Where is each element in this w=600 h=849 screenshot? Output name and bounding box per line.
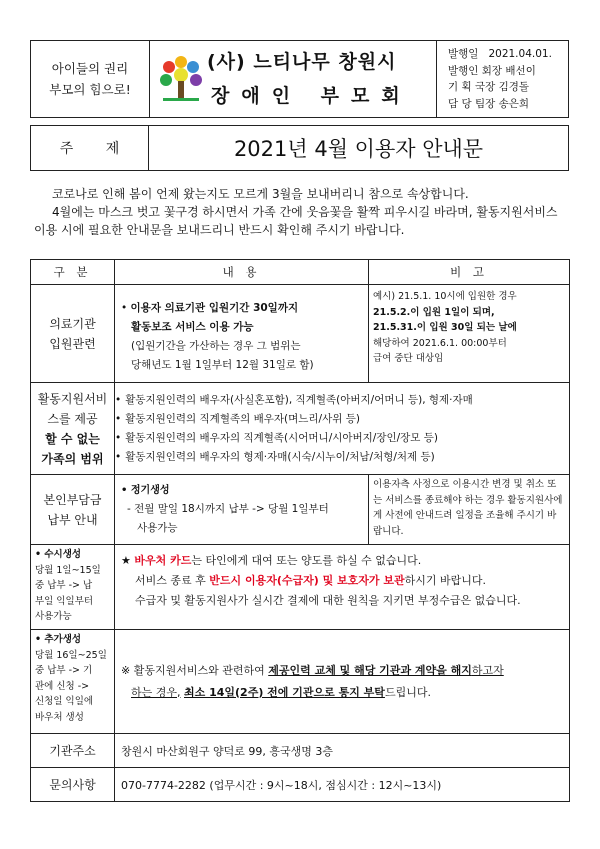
table-row [31, 768, 570, 802]
info-row: 담 당 팀장 송은희 [448, 97, 530, 110]
extra-content: ※ 활동지원서비스와 관련하여 제공인력 교체 및 해당 기관과 계약을 해지하고자 하는 경우, 최소 14일(2주) 전에 기관으로 통지 부탁드립니다. [115, 630, 570, 734]
row-heading-payment: 본인부담금 납부 안내 [31, 475, 115, 545]
list-item: • 활동지원인력의 배우자의 직계혈족(시어머니/시아버지/장인/장모 등) [115, 429, 569, 448]
extra-side: • 추가생성 당월 16일~25일 중 납부 -> 기 관에 신청 -> 신청일 익일에 바우처 생성 [31, 630, 115, 734]
header-box [30, 40, 569, 118]
slogan-line1: 아이들의 권리 [51, 61, 129, 76]
table-row [31, 285, 570, 383]
publication-info [436, 41, 580, 122]
star-icon: ★ [121, 554, 131, 567]
org-name-line1: (사) 느티나무 창원시 [207, 51, 397, 73]
list-item: • 활동지원인력의 직계혈족의 배우자(며느리/사위 등) [115, 410, 569, 429]
voucher-content: ★ 바우처 카드는 타인에게 대여 또는 양도를 하실 수 없습니다. 서비스 종료 후 반드시 이용자(수급자) 및 보호자가 보관하시기 바랍니다. 수급자 및 활동지원사가 실시간 결제에 대한 원칙을 지키면 부정수급은 없습니다. [115, 545, 570, 630]
voucher-side: • 수시생성 당월 1일~15일 중 납부 -> 납 부일 익일부터 사용가능 [31, 545, 115, 630]
list-item: • 활동지원인력의 배우자(사실혼포함), 직계혈족(아버지/어머니 등), 형제·자매 [115, 391, 569, 410]
table-row [31, 475, 570, 545]
intro-text [34, 185, 569, 239]
subject-box [30, 125, 569, 171]
row-heading-family: 활동지원서비 스를 제공 할 수 없는 가족의 범위 [31, 383, 115, 475]
subject-label: 주 제 [31, 126, 149, 170]
column-header: 내 용 [115, 260, 369, 285]
intro-paragraph: 코로나로 인해 봄이 언제 왔는지도 모르게 3월을 보내버리니 참으로 속상합니다. [52, 187, 469, 201]
address-label: 기관주소 [31, 734, 115, 768]
row-heading-medical: 의료기관 입원관련 [31, 285, 115, 383]
contact-value: 070-7774-2282 (업무시간 : 9시~18시, 점심시간 : 12시~13시) [115, 768, 570, 802]
page-title: 2021년 4월 이용자 안내문 [233, 137, 484, 161]
medical-content: • 이용자 의료기관 입원기간 30일까지 활동보조 서비스 이용 가능 (입원기간을 가산하는 경우 그 범위는 당해년도 1월 1일부터 12월 31일로 함) [115, 285, 369, 383]
note-mark-icon: ※ [121, 663, 131, 677]
payment-content: • 정기생성 - 전월 말일 18시까지 납부 -> 당월 1일부터 사용가능 [115, 475, 369, 545]
info-row: 발행인 회장 배선이 [448, 64, 536, 77]
column-header: 비 고 [369, 260, 570, 285]
payment-note: 이용자측 사정으로 이용시간 변경 및 취소 또는 서비스를 종료해야 하는 경우 활동지원사에게 사전에 안내드려 일정을 조율해 주시기 바랍니다. [369, 475, 570, 545]
table-row [31, 545, 570, 630]
table-header-row [31, 260, 570, 285]
intro-paragraph: 4월에는 마스크 벗고 꽃구경 하시면서 가족 간에 웃음꽃을 활짝 피우시길 바라며, 활동지원서비스 이용 시에 필요한 안내문을 보내드리니 반드시 확인해 주시기 바랍니다. [34, 205, 558, 237]
table-row [31, 630, 570, 734]
family-content [115, 383, 570, 475]
tree-logo-icon [155, 53, 207, 105]
address-value: 창원시 마산회원구 양덕로 99, 흥국생명 3층 [115, 734, 570, 768]
slogan [31, 41, 150, 117]
info-row: 기 획 국장 김경돌 [448, 81, 530, 93]
info-table [30, 259, 570, 802]
org-name-line2: 장애인 부모회 [211, 85, 412, 107]
info-row: 발행일 2021.04.01. [448, 48, 552, 60]
org-block [149, 41, 437, 117]
list-item: • 활동지원인력의 배우자의 형제·자매(시숙/시누이/처남/처형/처제 등) [115, 448, 569, 467]
column-header: 구 분 [31, 260, 115, 285]
medical-note: 예시) 21.5.1. 10시에 입원한 경우 21.5.2.이 입원 1일이 되며, 21.5.31.이 입원 30일 되는 날에 해당하여 2021.6.1. 00:00부터 급여 중단 대상임 [369, 285, 570, 383]
table-row [31, 383, 570, 475]
contact-label: 문의사항 [31, 768, 115, 802]
slogan-line2: 부모의 힘으로! [49, 82, 131, 97]
table-row [31, 734, 570, 768]
